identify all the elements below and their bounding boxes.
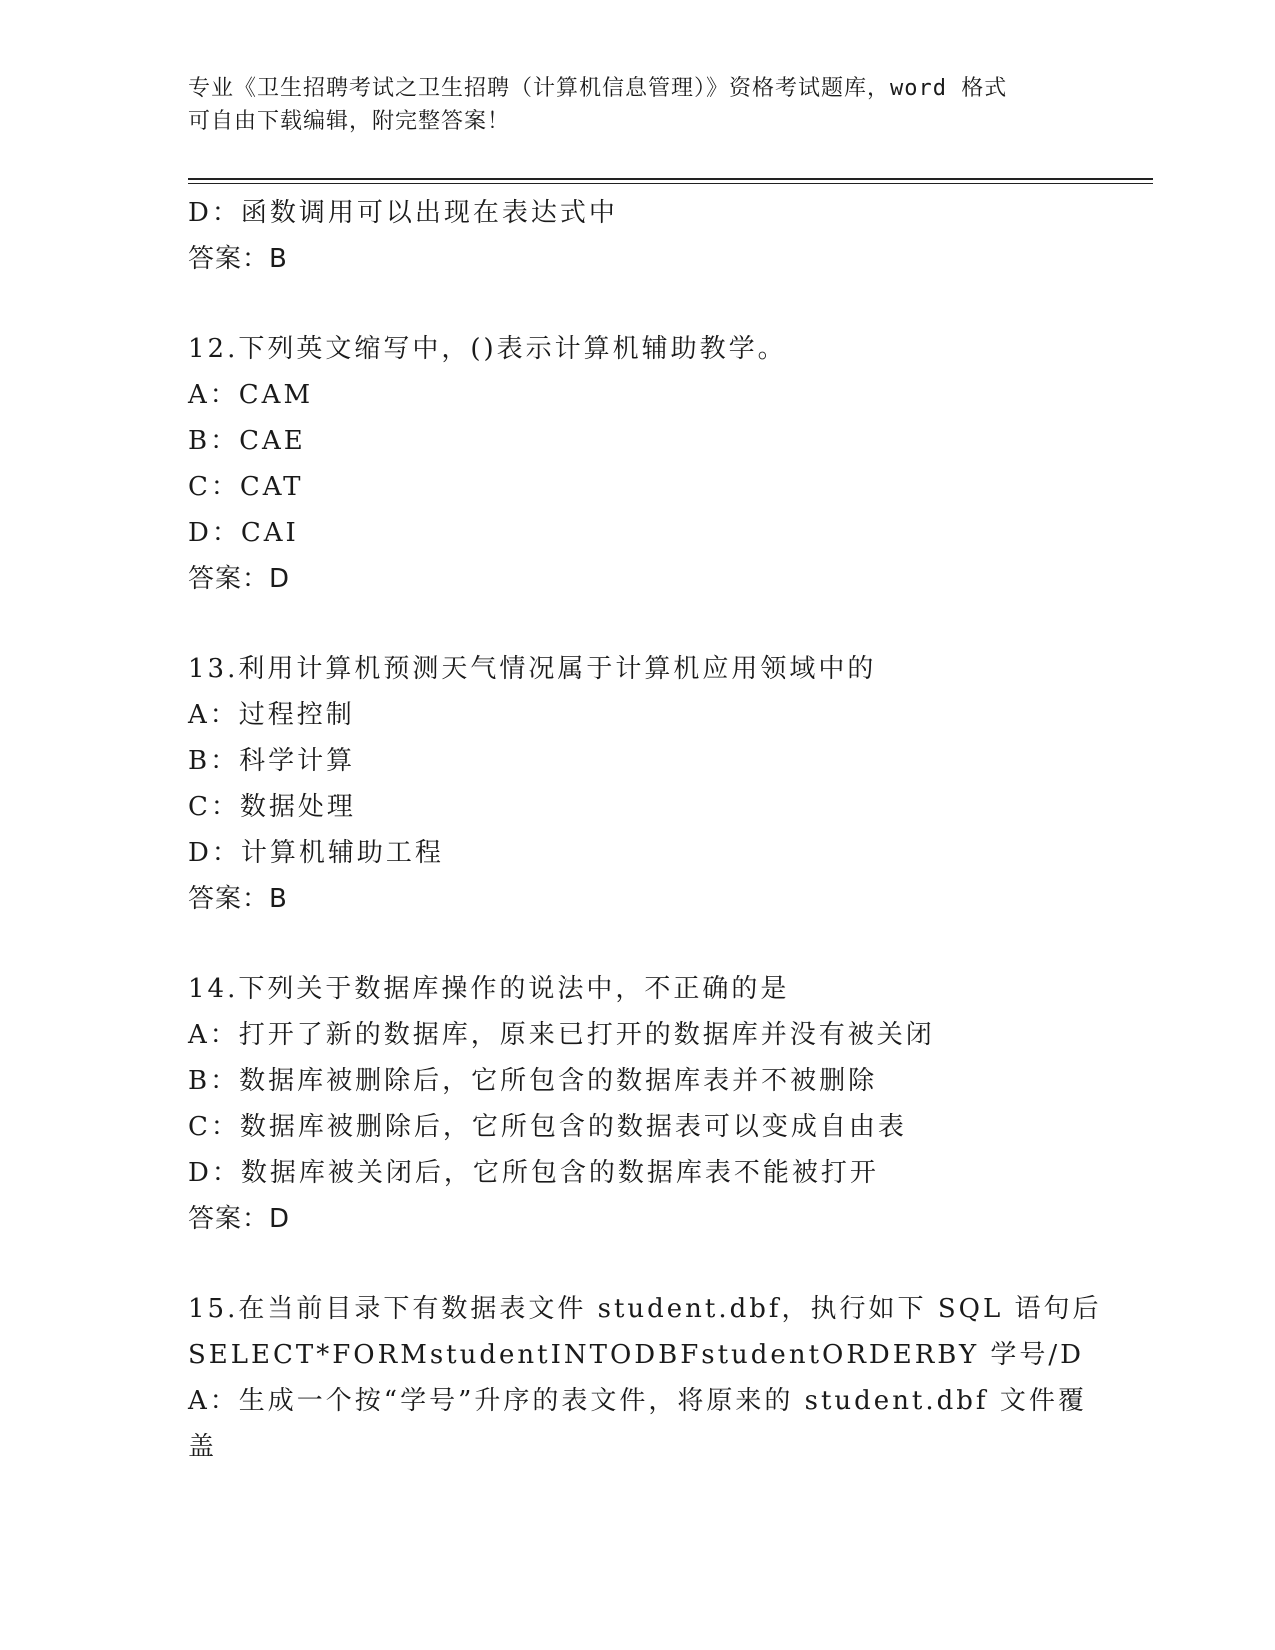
header-divider-thin [188, 183, 1153, 184]
header-divider-thick [188, 178, 1153, 180]
question-13 [188, 646, 1088, 922]
option-d: D：函数调用可以出现在表达式中 [188, 198, 618, 228]
question-14 [188, 966, 1088, 1242]
question-stem: 15.在当前目录下有数据表文件 student.dbf，执行如下 SQL 语句后 [188, 1294, 1102, 1324]
option-d: D：CAI [188, 518, 299, 548]
question-stem: 12.下列英文缩写中，()表示计算机辅助教学。 [188, 334, 787, 364]
option-c: C：数据库被删除后，它所包含的数据表可以变成自由表 [188, 1112, 907, 1142]
question-12 [188, 326, 1088, 602]
answer: 答案：D [188, 1204, 291, 1234]
question-stem: 14.下列关于数据库操作的说法中，不正确的是 [188, 974, 790, 1004]
answer: 答案：D [188, 564, 291, 594]
option-c: C：CAT [188, 472, 304, 502]
question-list [188, 190, 1102, 1470]
document-header [188, 72, 1088, 138]
option-a: A：CAM [188, 380, 314, 410]
question-stem-sql: SELECT*FORMstudentINTODBFstudentORDERBY 学号/D [188, 1340, 1084, 1370]
header-line-1: 专业《卫生招聘考试之卫生招聘（计算机信息管理）》资格考试题库，word 格式 [188, 76, 1008, 101]
option-a: A：生成一个按“学号”升序的表文件，将原来的 student.dbf 文件覆盖 [188, 1386, 1087, 1462]
option-d: D：计算机辅助工程 [188, 838, 444, 868]
option-b: B：数据库被删除后，它所包含的数据库表并不被删除 [188, 1066, 878, 1096]
option-a: A：打开了新的数据库，原来已打开的数据库并没有被关闭 [188, 1020, 935, 1050]
answer: 答案：B [188, 884, 288, 914]
question-stem: 13.利用计算机预测天气情况属于计算机应用领域中的 [188, 654, 877, 684]
previous-question-tail [188, 190, 1088, 282]
header-line-2: 可自由下载编辑，附完整答案！ [188, 109, 511, 134]
answer: 答案：B [188, 244, 288, 274]
option-b: B：科学计算 [188, 746, 356, 776]
option-d: D：数据库被关闭后，它所包含的数据库表不能被打开 [188, 1158, 879, 1188]
option-c: C：数据处理 [188, 792, 356, 822]
option-b: B：CAE [188, 426, 306, 456]
option-a: A：过程控制 [188, 700, 355, 730]
question-15 [188, 1286, 1102, 1470]
